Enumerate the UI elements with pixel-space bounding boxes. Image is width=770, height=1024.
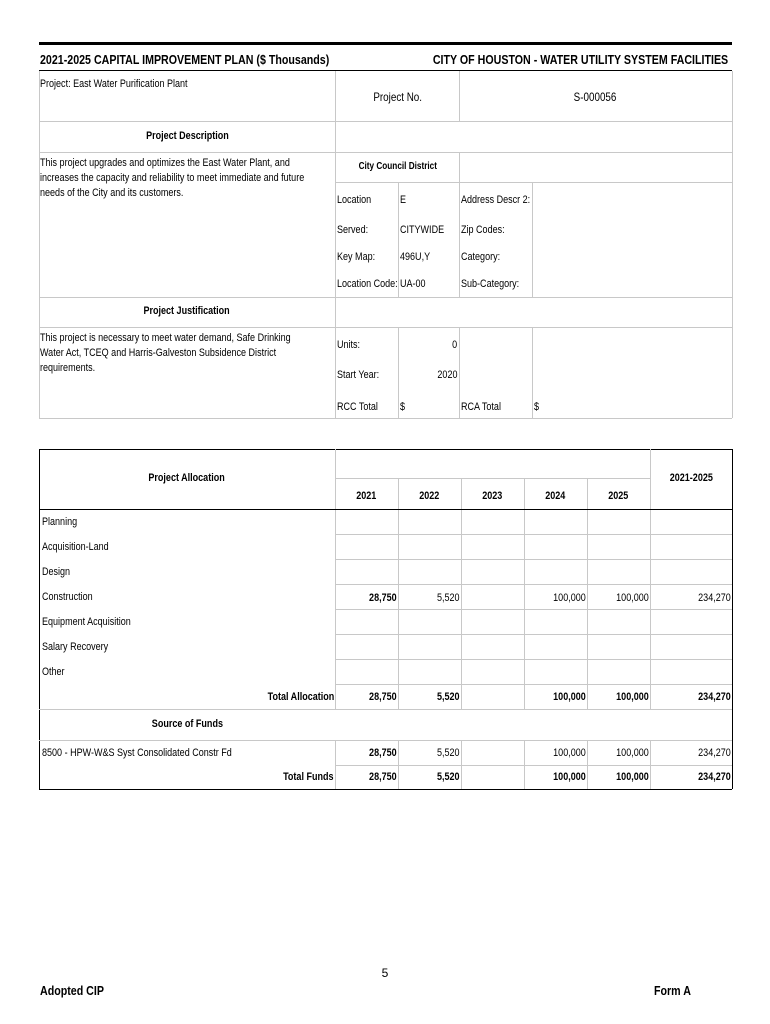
location-code-label: Location Code: — [337, 278, 398, 290]
grid-line — [335, 559, 732, 560]
keymap-label: Key Map: — [337, 251, 376, 263]
location-code-value: UA-00 — [400, 278, 426, 290]
grid-line — [335, 449, 336, 709]
total-funds-2024: 100,000 — [553, 771, 586, 783]
grid-line — [39, 152, 732, 153]
allocation-row-label: Design — [42, 566, 71, 578]
grid-line — [335, 765, 732, 766]
served-value: CITYWIDE — [400, 224, 445, 236]
grid-line — [335, 584, 732, 585]
grid-line — [335, 609, 732, 610]
allocation-row-label: Salary Recovery — [42, 641, 109, 653]
zip-label: Zip Codes: — [461, 224, 505, 236]
total-allocation-2022: 5,520 — [437, 691, 460, 703]
project-description: This project upgrades and optimizes the East Water Plant, and increases the capacity and reliability to meet immediate and future needs of the City and its customers. — [40, 157, 305, 199]
total-allocation-2025: 100,000 — [616, 691, 649, 703]
table-border-bottom — [39, 789, 732, 790]
total-funds-2021: 28,750 — [369, 771, 397, 783]
total-allocation-total: 234,270 — [698, 691, 731, 703]
project-name: Project: East Water Purification Plant — [40, 78, 188, 90]
construction-2021: 28,750 — [369, 592, 397, 604]
construction-2024: 100,000 — [553, 592, 586, 604]
rcc-total-value: $ — [400, 401, 406, 413]
grid-line — [39, 297, 732, 298]
grid-line — [732, 71, 733, 418]
year-header: 2025 — [608, 490, 629, 502]
grid-line — [39, 121, 732, 122]
rca-total-value: $ — [534, 401, 540, 413]
fund-2024: 100,000 — [553, 747, 586, 759]
year-header: 2022 — [419, 490, 440, 502]
year-header: 2024 — [545, 490, 566, 502]
grid-line — [39, 709, 732, 710]
department-title: CITY OF HOUSTON - WATER UTILITY SYSTEM FACILITIES — [432, 52, 728, 67]
category-label: Category: — [461, 251, 501, 263]
grid-line — [650, 449, 651, 709]
project-number-label: Project No. — [373, 90, 422, 104]
grid-line — [335, 71, 336, 418]
total-column-header: 2021-2025 — [669, 472, 713, 484]
allocation-row-label: Planning — [42, 516, 78, 528]
council-district-label: City Council District — [358, 161, 437, 172]
total-allocation-2024: 100,000 — [553, 691, 586, 703]
grid-line — [335, 684, 732, 685]
year-header: 2023 — [482, 490, 503, 502]
construction-2023 — [462, 592, 523, 604]
justification-heading: Project Justification — [143, 305, 231, 317]
grid-line — [39, 740, 732, 741]
header-underline — [39, 70, 732, 71]
start-year-value: 2020 — [436, 369, 457, 381]
location-label: Location — [337, 194, 372, 206]
construction-2025: 100,000 — [616, 592, 649, 604]
year-header: 2021 — [356, 490, 377, 502]
fund-2023 — [462, 747, 523, 759]
start-year-label: Start Year: — [337, 369, 380, 381]
grid-line — [335, 534, 732, 535]
total-allocation-2021: 28,750 — [369, 691, 397, 703]
grid-line — [459, 327, 460, 418]
grid-line — [459, 152, 460, 297]
total-funds-2025: 100,000 — [616, 771, 649, 783]
grid-line — [39, 418, 732, 419]
table-border-top — [39, 449, 732, 450]
fund-total: 234,270 — [698, 747, 731, 759]
grid-line — [532, 327, 533, 418]
total-funds-2023 — [462, 771, 523, 783]
allocation-row-label: Other — [42, 666, 65, 678]
grid-line — [335, 634, 732, 635]
fund-2021: 28,750 — [369, 747, 397, 759]
footer-form-label: Form A — [654, 983, 691, 998]
total-funds-total: 234,270 — [698, 771, 731, 783]
grid-line — [335, 182, 732, 183]
grid-line — [335, 478, 650, 479]
page-number: 5 — [381, 966, 389, 980]
table-border-left — [39, 449, 40, 789]
total-allocation-2023 — [462, 691, 523, 703]
address-label: Address Descr 2: — [461, 194, 531, 206]
total-allocation-label: Total Allocation — [267, 691, 334, 703]
rca-total-label: RCA Total — [461, 401, 501, 413]
table-border-right — [732, 449, 733, 789]
construction-total: 234,270 — [698, 592, 731, 604]
grid-line — [335, 659, 732, 660]
grid-line — [39, 509, 732, 510]
footer-left-label: Adopted CIP — [40, 983, 104, 998]
project-justification: This project is necessary to meet water demand, Safe Drinking Water Act, TCEQ and Harris-Galveston Subsidence District requirements. — [40, 332, 291, 374]
allocation-row-label: Equipment Acquisition — [42, 616, 131, 628]
top-rule — [39, 42, 732, 45]
fund-row-label: 8500 - HPW-W&S Syst Consolidated Constr Fd — [42, 747, 232, 759]
allocation-row-label: Construction — [42, 591, 93, 603]
description-heading: Project Description — [145, 130, 229, 142]
funds-heading: Source of Funds — [151, 718, 223, 730]
fund-2022: 5,520 — [437, 747, 460, 759]
allocation-row-label: Acquisition-Land — [42, 541, 109, 553]
served-label: Served: — [337, 224, 369, 236]
subcategory-label: Sub-Category: — [461, 278, 520, 290]
allocation-heading: Project Allocation — [148, 472, 226, 484]
total-funds-label: Total Funds — [283, 771, 334, 783]
total-funds-2022: 5,520 — [437, 771, 460, 783]
grid-line — [39, 327, 732, 328]
keymap-value: 496U,Y — [400, 251, 431, 263]
construction-2022: 5,520 — [437, 592, 460, 604]
units-label: Units: — [337, 339, 361, 351]
rcc-total-label: RCC Total — [337, 401, 378, 413]
plan-title: 2021-2025 CAPITAL IMPROVEMENT PLAN ($ Thousands) — [40, 52, 330, 67]
fund-2025: 100,000 — [616, 747, 649, 759]
location-value: E — [400, 194, 407, 206]
project-number: S-000056 — [574, 90, 617, 104]
units-value: 0 — [451, 339, 457, 351]
